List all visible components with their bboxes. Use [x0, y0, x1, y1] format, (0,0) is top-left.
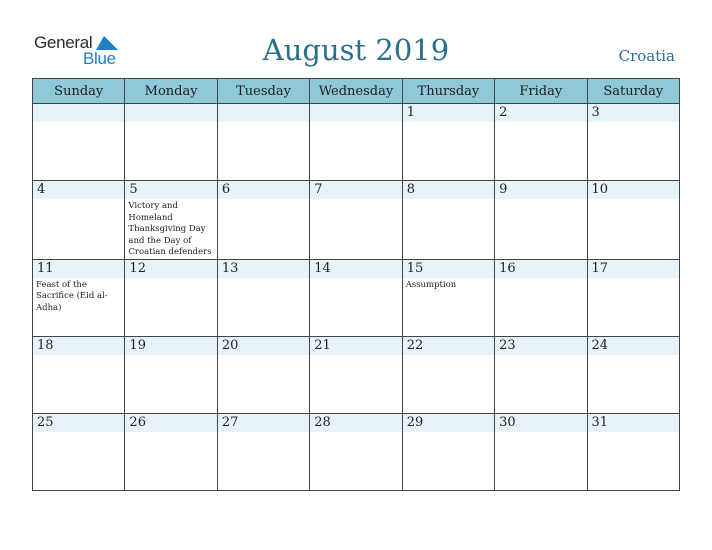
day-number: 27 — [221, 414, 239, 430]
day-cell — [587, 259, 679, 336]
holiday-label: Victory and Homeland Thanksgiving Day and the Day of Croatian defenders — [128, 201, 212, 257]
holiday-label — [495, 355, 586, 357]
day-cell — [125, 104, 217, 181]
day-cell — [310, 336, 402, 413]
calendar-body — [33, 104, 680, 491]
holiday-label — [403, 432, 494, 434]
day-number: 5 — [129, 182, 138, 197]
day-number: 12 — [129, 260, 146, 276]
holiday-label — [310, 122, 401, 124]
weekday-header: Friday — [495, 79, 587, 104]
holiday-label — [403, 122, 494, 124]
day-cell — [495, 104, 587, 181]
holiday-label — [310, 355, 401, 357]
day-number: 31 — [591, 414, 609, 430]
holiday-label: Assumption — [405, 279, 457, 290]
day-number: 20 — [221, 337, 239, 353]
holiday-label — [310, 432, 401, 434]
holiday-label — [403, 199, 494, 201]
day-cell — [217, 259, 309, 336]
day-cell — [217, 181, 309, 260]
holiday-label — [125, 122, 216, 124]
day-number: 16 — [499, 260, 516, 276]
holiday-label — [33, 355, 124, 357]
day-number: 14 — [314, 260, 331, 276]
day-cell — [587, 181, 679, 260]
weekday-header: Saturday — [587, 79, 679, 104]
day-cell — [125, 336, 217, 413]
week-row — [33, 336, 680, 413]
day-number: 24 — [591, 337, 609, 353]
day-cell — [310, 181, 402, 260]
day-number: 19 — [129, 337, 146, 353]
holiday-label — [495, 432, 586, 434]
day-number: 9 — [499, 182, 508, 197]
weekday-header-row — [33, 79, 680, 104]
day-cell — [402, 413, 494, 490]
day-number: 11 — [37, 260, 54, 276]
calendar-title: August 2019 — [262, 33, 450, 67]
day-number: 6 — [221, 182, 231, 197]
day-cell — [587, 336, 679, 413]
day-number: 25 — [37, 414, 54, 430]
holiday-label — [588, 278, 679, 280]
weekday-header: Tuesday — [217, 79, 309, 104]
day-number: 21 — [314, 337, 331, 353]
holiday-label — [218, 122, 309, 124]
day-cell — [495, 413, 587, 490]
holiday-label — [218, 278, 309, 280]
day-cell — [402, 181, 494, 260]
holiday-label — [588, 199, 679, 201]
day-number: 3 — [591, 105, 600, 120]
day-number: 28 — [314, 414, 331, 430]
brand-word-blue: Blue — [83, 49, 116, 68]
day-number: 7 — [314, 182, 323, 197]
week-row — [33, 259, 680, 336]
day-cell — [33, 413, 125, 490]
day-cell — [587, 104, 679, 181]
day-cell — [217, 413, 309, 490]
day-cell — [33, 259, 125, 336]
day-cell — [402, 104, 494, 181]
day-cell — [495, 259, 587, 336]
weekday-header: Sunday — [33, 79, 125, 104]
holiday-label — [125, 432, 216, 434]
day-number: 23 — [499, 337, 516, 353]
week-row — [33, 413, 680, 490]
holiday-label — [588, 122, 679, 124]
day-number — [125, 104, 216, 122]
day-cell — [402, 336, 494, 413]
holiday-label: Feast of the Sacrifice (Eid al-Adha) — [36, 279, 108, 313]
holiday-label — [33, 432, 124, 434]
day-number: 1 — [406, 105, 415, 120]
holiday-label — [495, 122, 586, 124]
brand-word-general: General — [34, 33, 93, 52]
holiday-label — [403, 355, 494, 357]
day-cell — [125, 181, 217, 260]
day-cell — [587, 413, 679, 490]
week-row — [33, 104, 680, 181]
holiday-label — [588, 432, 679, 434]
day-cell — [217, 336, 309, 413]
holiday-label — [218, 355, 309, 357]
day-cell — [495, 181, 587, 260]
day-number — [33, 104, 124, 122]
day-number: 26 — [129, 414, 146, 430]
day-cell — [125, 413, 217, 490]
day-number: 22 — [406, 337, 424, 353]
day-number: 15 — [406, 260, 424, 276]
day-number: 4 — [37, 182, 46, 197]
day-number: 13 — [221, 260, 239, 276]
day-number: 2 — [499, 105, 508, 120]
day-cell — [125, 259, 217, 336]
holiday-label — [218, 199, 309, 201]
holiday-label — [495, 199, 586, 201]
country-label: Croatia — [618, 47, 675, 65]
day-number: 10 — [591, 182, 609, 197]
day-cell — [310, 104, 402, 181]
day-number: 29 — [406, 414, 424, 430]
weekday-header: Monday — [125, 79, 217, 104]
weekday-header: Thursday — [402, 79, 494, 104]
day-number — [218, 104, 309, 122]
week-row — [33, 181, 680, 260]
day-number — [310, 104, 401, 122]
holiday-label — [33, 122, 124, 124]
day-number: 18 — [37, 337, 54, 353]
day-cell — [495, 336, 587, 413]
holiday-label — [125, 278, 216, 280]
calendar-grid — [32, 78, 680, 491]
holiday-label — [588, 355, 679, 357]
day-cell — [310, 259, 402, 336]
day-cell — [402, 259, 494, 336]
day-cell — [33, 104, 125, 181]
day-cell — [33, 336, 125, 413]
holiday-label — [218, 432, 309, 434]
day-cell — [217, 104, 309, 181]
day-cell — [310, 413, 402, 490]
weekday-header: Wednesday — [310, 79, 402, 104]
holiday-label — [33, 199, 124, 201]
day-cell — [33, 181, 125, 260]
day-number: 8 — [406, 182, 415, 197]
holiday-label — [310, 199, 401, 201]
day-number: 30 — [499, 414, 516, 430]
holiday-label — [495, 278, 586, 280]
day-number: 17 — [591, 260, 609, 276]
holiday-label — [310, 278, 401, 280]
holiday-label — [125, 355, 216, 357]
